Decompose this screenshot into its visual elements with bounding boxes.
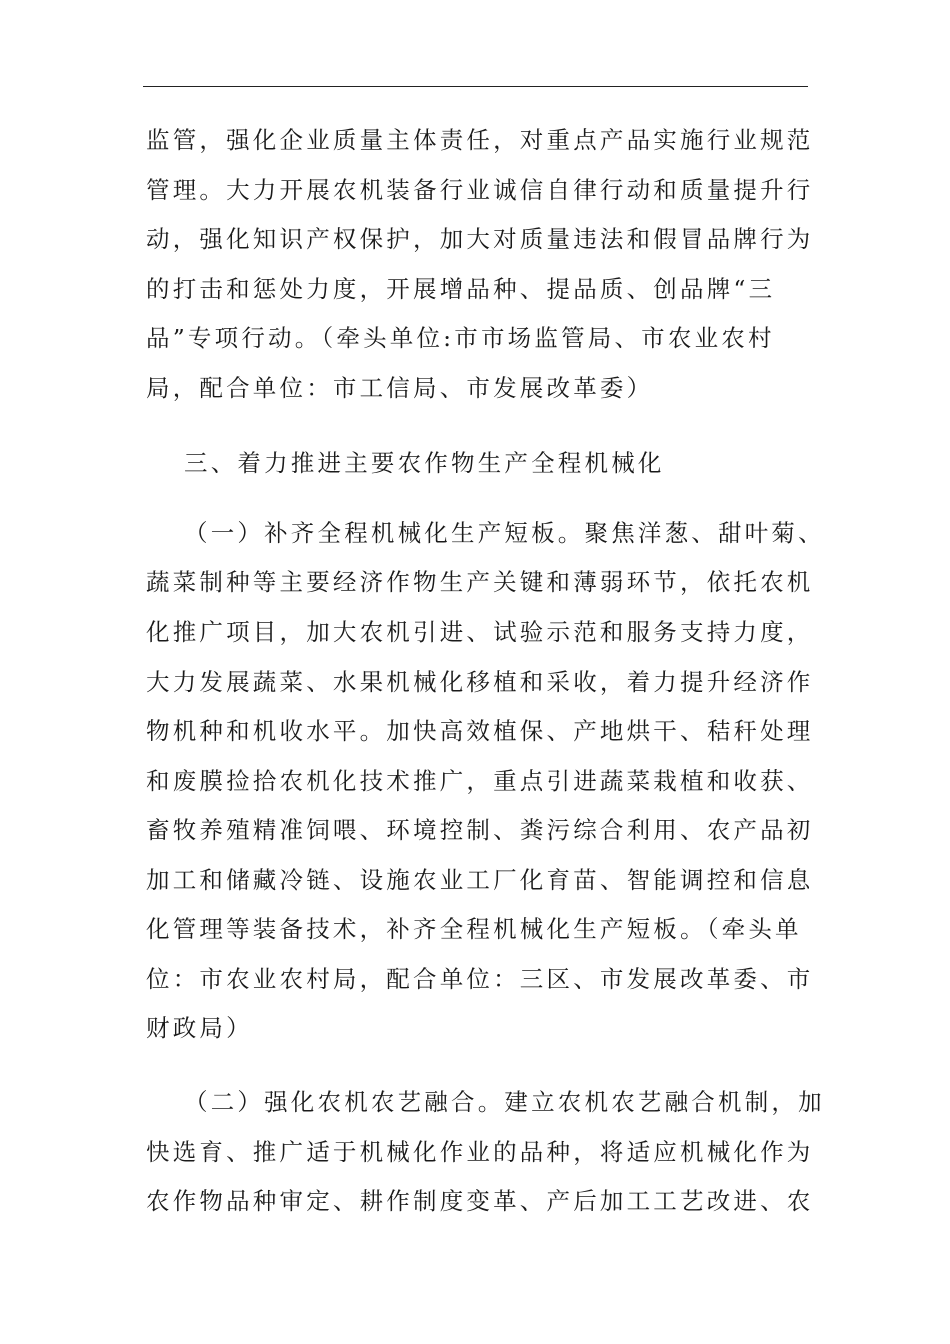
- paragraph-line: 动，强化知识产权保护，加大对质量违法和假冒品牌行为: [146, 225, 814, 253]
- paragraph-line: 化管理等装备技术，补齐全程机械化生产短板。（牵头单: [146, 915, 802, 943]
- paragraph-line: 局，配合单位：市工信局、市发展改革委）: [146, 374, 654, 402]
- paragraph-line: 大力发展蔬菜、水果机械化移植和采收，着力提升经济作: [146, 668, 814, 696]
- paragraph-line: 蔬菜制种等主要经济作物生产关键和薄弱环节，依托农机: [146, 568, 814, 596]
- paragraph-line: 位：市农业农村局，配合单位：三区、市发展改革委、市: [146, 965, 814, 993]
- paragraph-line: 快选育、推广适于机械化作业的品种，将适应机械化作为: [146, 1138, 814, 1166]
- paragraph-line: 管理。大力开展农机装备行业诚信自律行动和质量提升行: [146, 176, 814, 204]
- paragraph-line: 品”专项行动。（牵头单位:市市场监管局、市农业农村: [146, 324, 775, 352]
- paragraph-line: 畜牧养殖精准饲喂、环境控制、粪污综合利用、农产品初: [146, 816, 814, 844]
- paragraph-line: 化推广项目，加大农机引进、试验示范和服务支持力度，: [146, 618, 814, 646]
- paragraph-line: （一）补齐全程机械化生产短板。聚焦洋葱、甜叶菊、: [184, 519, 825, 547]
- paragraph-line: 农作物品种审定、耕作制度变革、产后加工工艺改进、农: [146, 1187, 814, 1215]
- paragraph-line: （二）强化农机农艺融合。建立农机农艺融合机制，加: [184, 1088, 825, 1116]
- paragraph-line: 监管，强化企业质量主体责任，对重点产品实施行业规范: [146, 126, 814, 154]
- paragraph-line: 的打击和惩处力度，开展增品种、提品质、创品牌“三: [146, 275, 776, 303]
- paragraph-line: 物机种和机收水平。加快高效植保、产地烘干、秸秆处理: [146, 717, 814, 745]
- section-heading: 三、着力推进主要农作物生产全程机械化: [184, 449, 665, 477]
- paragraph-line: 和废膜捡拾农机化技术推广，重点引进蔬菜栽植和收获、: [146, 767, 814, 795]
- header-rule: [143, 86, 808, 87]
- paragraph-line: 加工和储藏冷链、设施农业工厂化育苗、智能调控和信息: [146, 866, 814, 894]
- paragraph-line: 财政局）: [146, 1014, 253, 1042]
